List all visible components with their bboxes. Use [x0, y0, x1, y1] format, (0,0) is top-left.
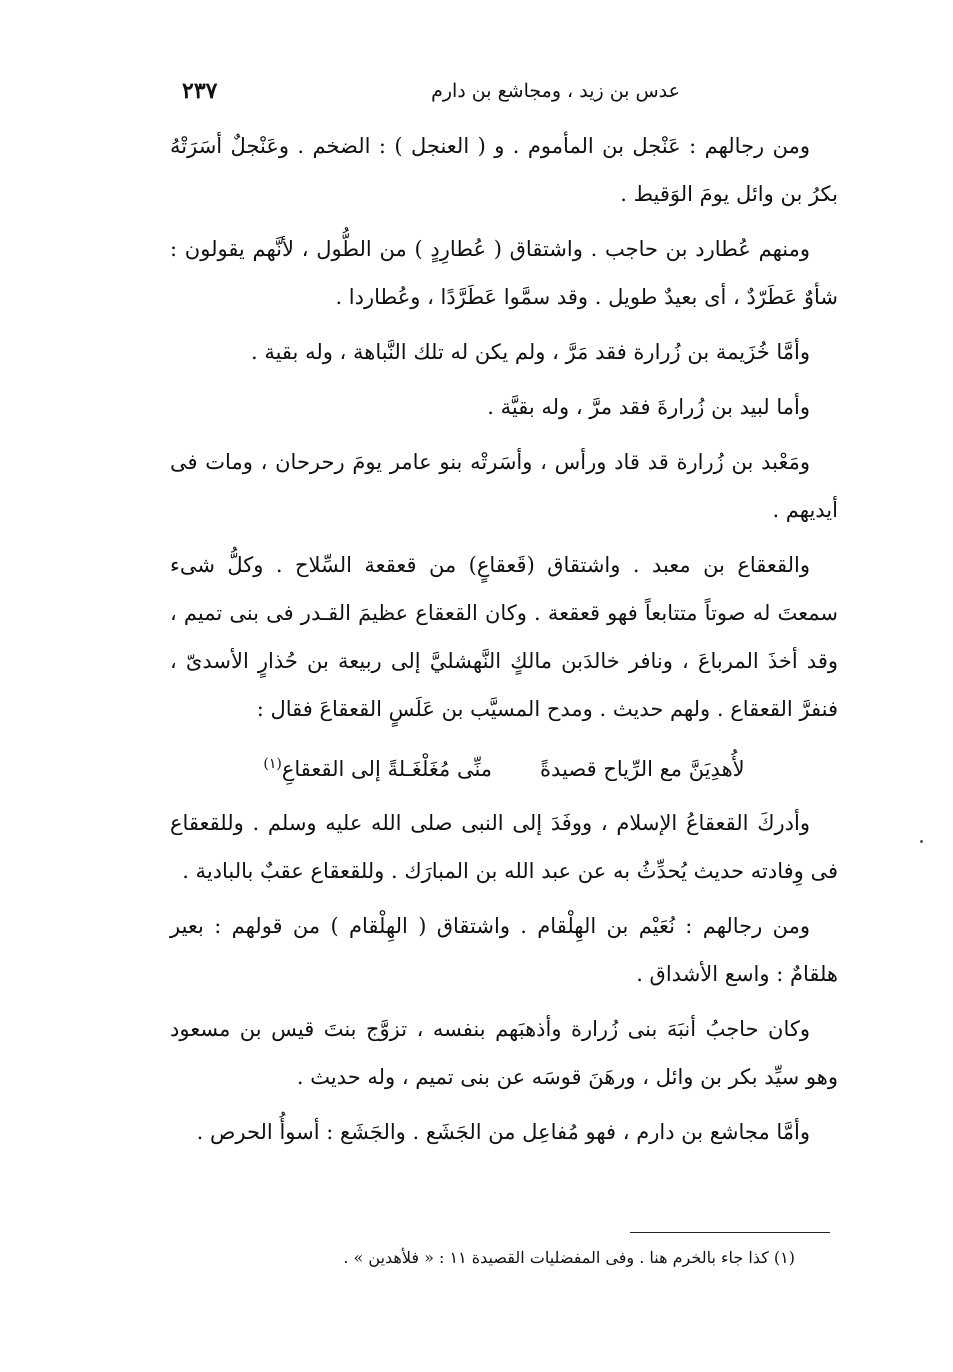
paragraph-qaqa: والقعقاع بن معبد . واشتقاق (قَعقاعٍ) من قعقعة السِّلاح . وكلُّ شىء سمعتَ له صوتاً متتابعاً فهو قعقعة . وكان القعقاع عظيمَ القـدر فى بنى تميم ، وقد أخذَ المرباعَ ، ونافر خالدَبن مالكٍ النَّهشليَّ إلى ربيعة بن حُذارٍ الأسدىّ ، فنفرَّ القعقاع . ولهم حديث . ومدح المسيَّب بن عَلَسٍ القعقاعَ فقال : [170, 553, 838, 721]
verse-hemistich-2: منِّى مُغَلْغَـلةً إلى القعقاعِ [281, 757, 493, 781]
paragraph-khuzayma: وأمَّا خُزَيمة بن زُرارة فقد مَرَّ ، ولم يكن له تلك النَّباهة ، وله بقية . [250, 340, 810, 364]
paragraph-nuaym: ومن رجالهم : نُعَيْم بن الهِلْقام . واشتقاق ( الهِلْقام ) من قولهم : بعير هلقامٌ : واسع الأشداق . [170, 914, 838, 986]
running-header [170, 72, 830, 112]
footnote-text: (١) كذا جاء بالخرم هنا . وفى المفضليات القصيدة ١١ : « فلأهدين » . [343, 1248, 795, 1267]
paragraph-hajib: وكان حاجبُ أنبَهَ بنى زُرارة وأذهبَهم بنفسه ، تزوَّج بنتَ قيس بن مسعود وهو سيِّد بكر بن وائل ، ورهَنَ قوسَه عن بنى تميم ، وله حديث . [170, 1017, 838, 1089]
paragraph-anjal: ومن رجالهم : عَنْجل بن المأموم . و ( العنجل ) : الضخم . وعَنْجلٌ أسَرَتْهُ بكرُ بن وائل يومَ الوَقيط . [170, 134, 838, 206]
paragraph-mabad: ومَعْبد بن زُرارة قد قاد ورأس ، وأسَرتْه بنو عامر يومَ رحرحان ، ومات فى أيديهم . [170, 450, 838, 522]
paragraph-qaqa-islam: وأدركَ القعقاعُ الإسلام ، ووفَدَ إلى النبى صلى الله عليه وسلم . وللقعقاع فى وِفادته حديث يُحدِّثُ به عن عبد الله بن المبارَك . وللقعقاع عقبٌ بالبادية . [170, 811, 838, 883]
footnote-divider [630, 1232, 830, 1233]
scan-speck [920, 840, 923, 843]
paragraph-utarid: ومنهم عُطارد بن حاجب . واشتقاق ( عُطارِدٍ ) من الطُّول ، لأنَّهم يقولون : شأوٌ عَطَرّدٌ ، أى بعيدٌ طويل . وقد سمَّوا عَطَرَّدًا ، وعُطاردا . [170, 237, 838, 309]
footnote-marker: (١) [263, 756, 282, 772]
page-number: ٢٣٧ [182, 78, 218, 104]
text-body [170, 122, 838, 1163]
paragraph-labid: وأما لبيد بن زُرارةَ فقد مرَّ ، وله بقيَّة . [487, 395, 810, 419]
verse-hemistich-1: لأُهدِيَنَّ مع الرِّياح قصيدةً [540, 757, 745, 781]
paragraph-mujashi: وأمَّا مجاشع بن دارم ، فهو مُفاعِل من الجَشَع . والجَشَع : أسوأُ الحرص . [196, 1120, 810, 1144]
poetry-verse [170, 740, 838, 793]
running-title: عدس بن زيد ، ومجاشع بن دارم [431, 80, 680, 102]
